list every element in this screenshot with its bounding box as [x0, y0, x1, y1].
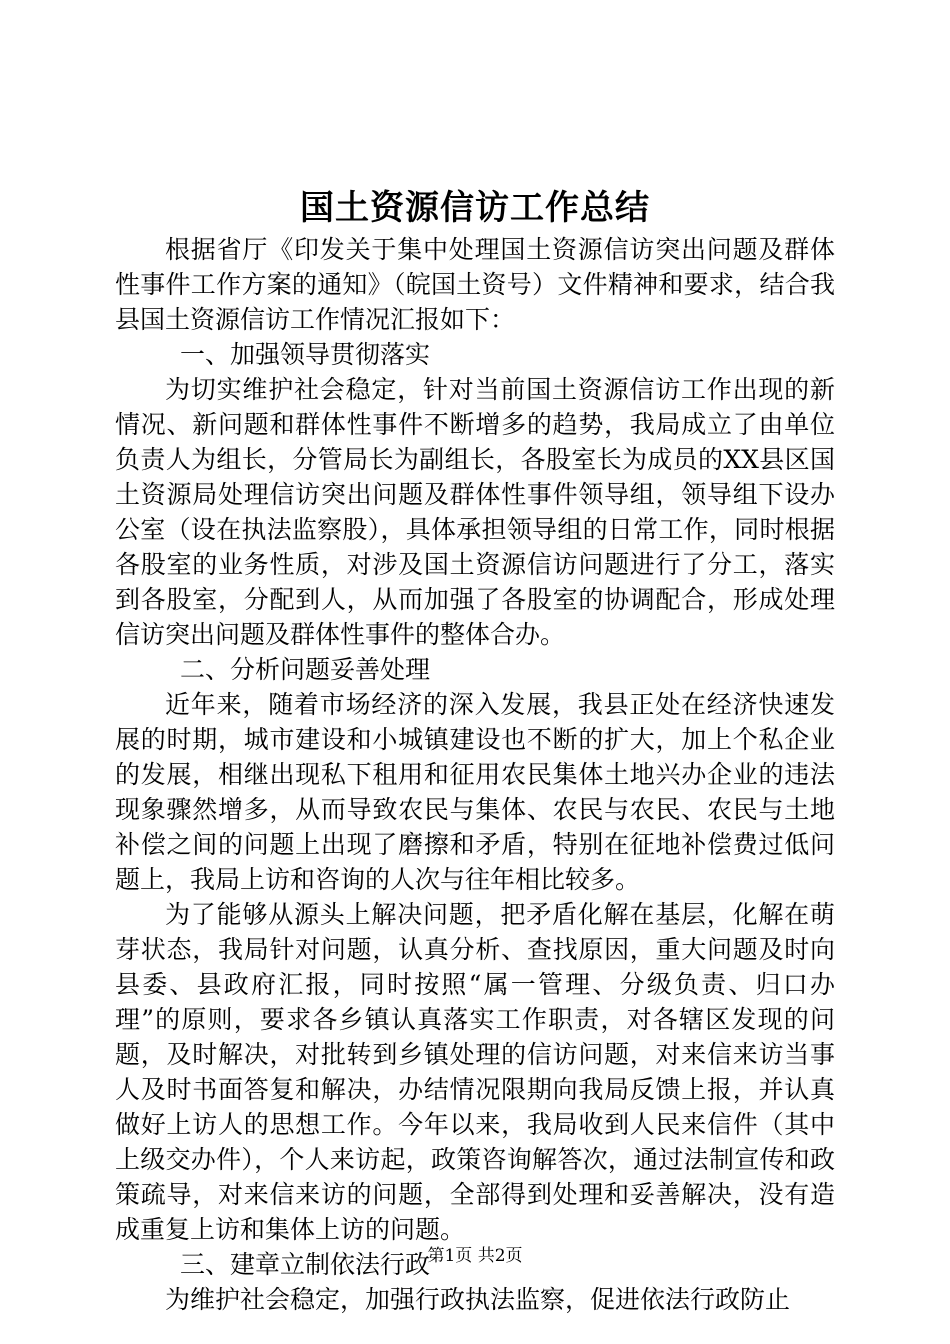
- section-2-paragraph-1: 近年来，随着市场经济的深入发展，我县正处在经济快速发展的时期，城市建设和小城镇建设也不断的扩大，加上个私企业的发展，相继出现私下租用和征用农民集体土地兴办企业的违法现象骤然增多，从而导致农民与集体、农民与农民、农民与土地补偿之间的问题上出现了磨擦和矛盾，特别在征地补偿费过低问题上，我局上访和咨询的人次与往年相比较多。: [115, 690, 835, 894]
- section-3-paragraph: 为维护社会稳定，加强行政执法监察，促进依法行政防止: [165, 1285, 791, 1314]
- section-heading-1: 一、加强领导贯彻落实: [180, 340, 431, 369]
- document-body: [115, 232, 835, 1317]
- intro-paragraph: 根据省厅《印发关于集中处理国土资源信访突出问题及群体性事件工作方案的通知》（皖国土资号）文件精神和要求，结合我县国土资源信访工作情况汇报如下：: [115, 235, 835, 334]
- section-heading-3: 三、建章立制依法行政: [180, 1250, 431, 1279]
- section-heading-2: 二、分析问题妥善处理: [180, 655, 431, 684]
- page-footer: 第1页 共2页: [427, 1246, 523, 1266]
- section-1-paragraph: 为切实维护社会稳定，针对当前国土资源信访工作出现的新情况、新问题和群体性事件不断增多的趋势，我局成立了由单位负责人为组长，分管局长为副组长，各股室长为成员的XX县区国土资源局处理信访突出问题及群体性事件领导组，领导组下设办公室（设在执法监察股），具体承担领导组的日常工作，同时根据各股室的业务性质，对涉及国土资源信访问题进行了分工，落实到各股室，分配到人，从而加强了各股室的协调配合，形成处理信访突出问题及群体性事件的整体合办。: [115, 375, 835, 649]
- document-title: 国土资源信访工作总结: [300, 188, 650, 228]
- section-2-paragraph-2: 为了能够从源头上解决问题，把矛盾化解在基层，化解在萌芽状态，我局针对问题，认真分析、查找原因，重大问题及时向县委、县政府汇报，同时按照“属一管理、分级负责、归口办理”的原则，要求各乡镇认真落实工作职责，对各辖区发现的问题，及时解决，对批转到乡镇处理的信访问题，对来信来访当事人及时书面答复和解决，办结情况限期向我局反馈上报，并认真做好上访人的思想工作。今年以来，我局收到人民来信件（其中上级交办件），个人来访起，政策咨询解答次，通过法制宣传和政策疏导，对来信来访的问题，全部得到处理和妥善解决，没有造成重复上访和集体上访的问题。: [115, 900, 835, 1244]
